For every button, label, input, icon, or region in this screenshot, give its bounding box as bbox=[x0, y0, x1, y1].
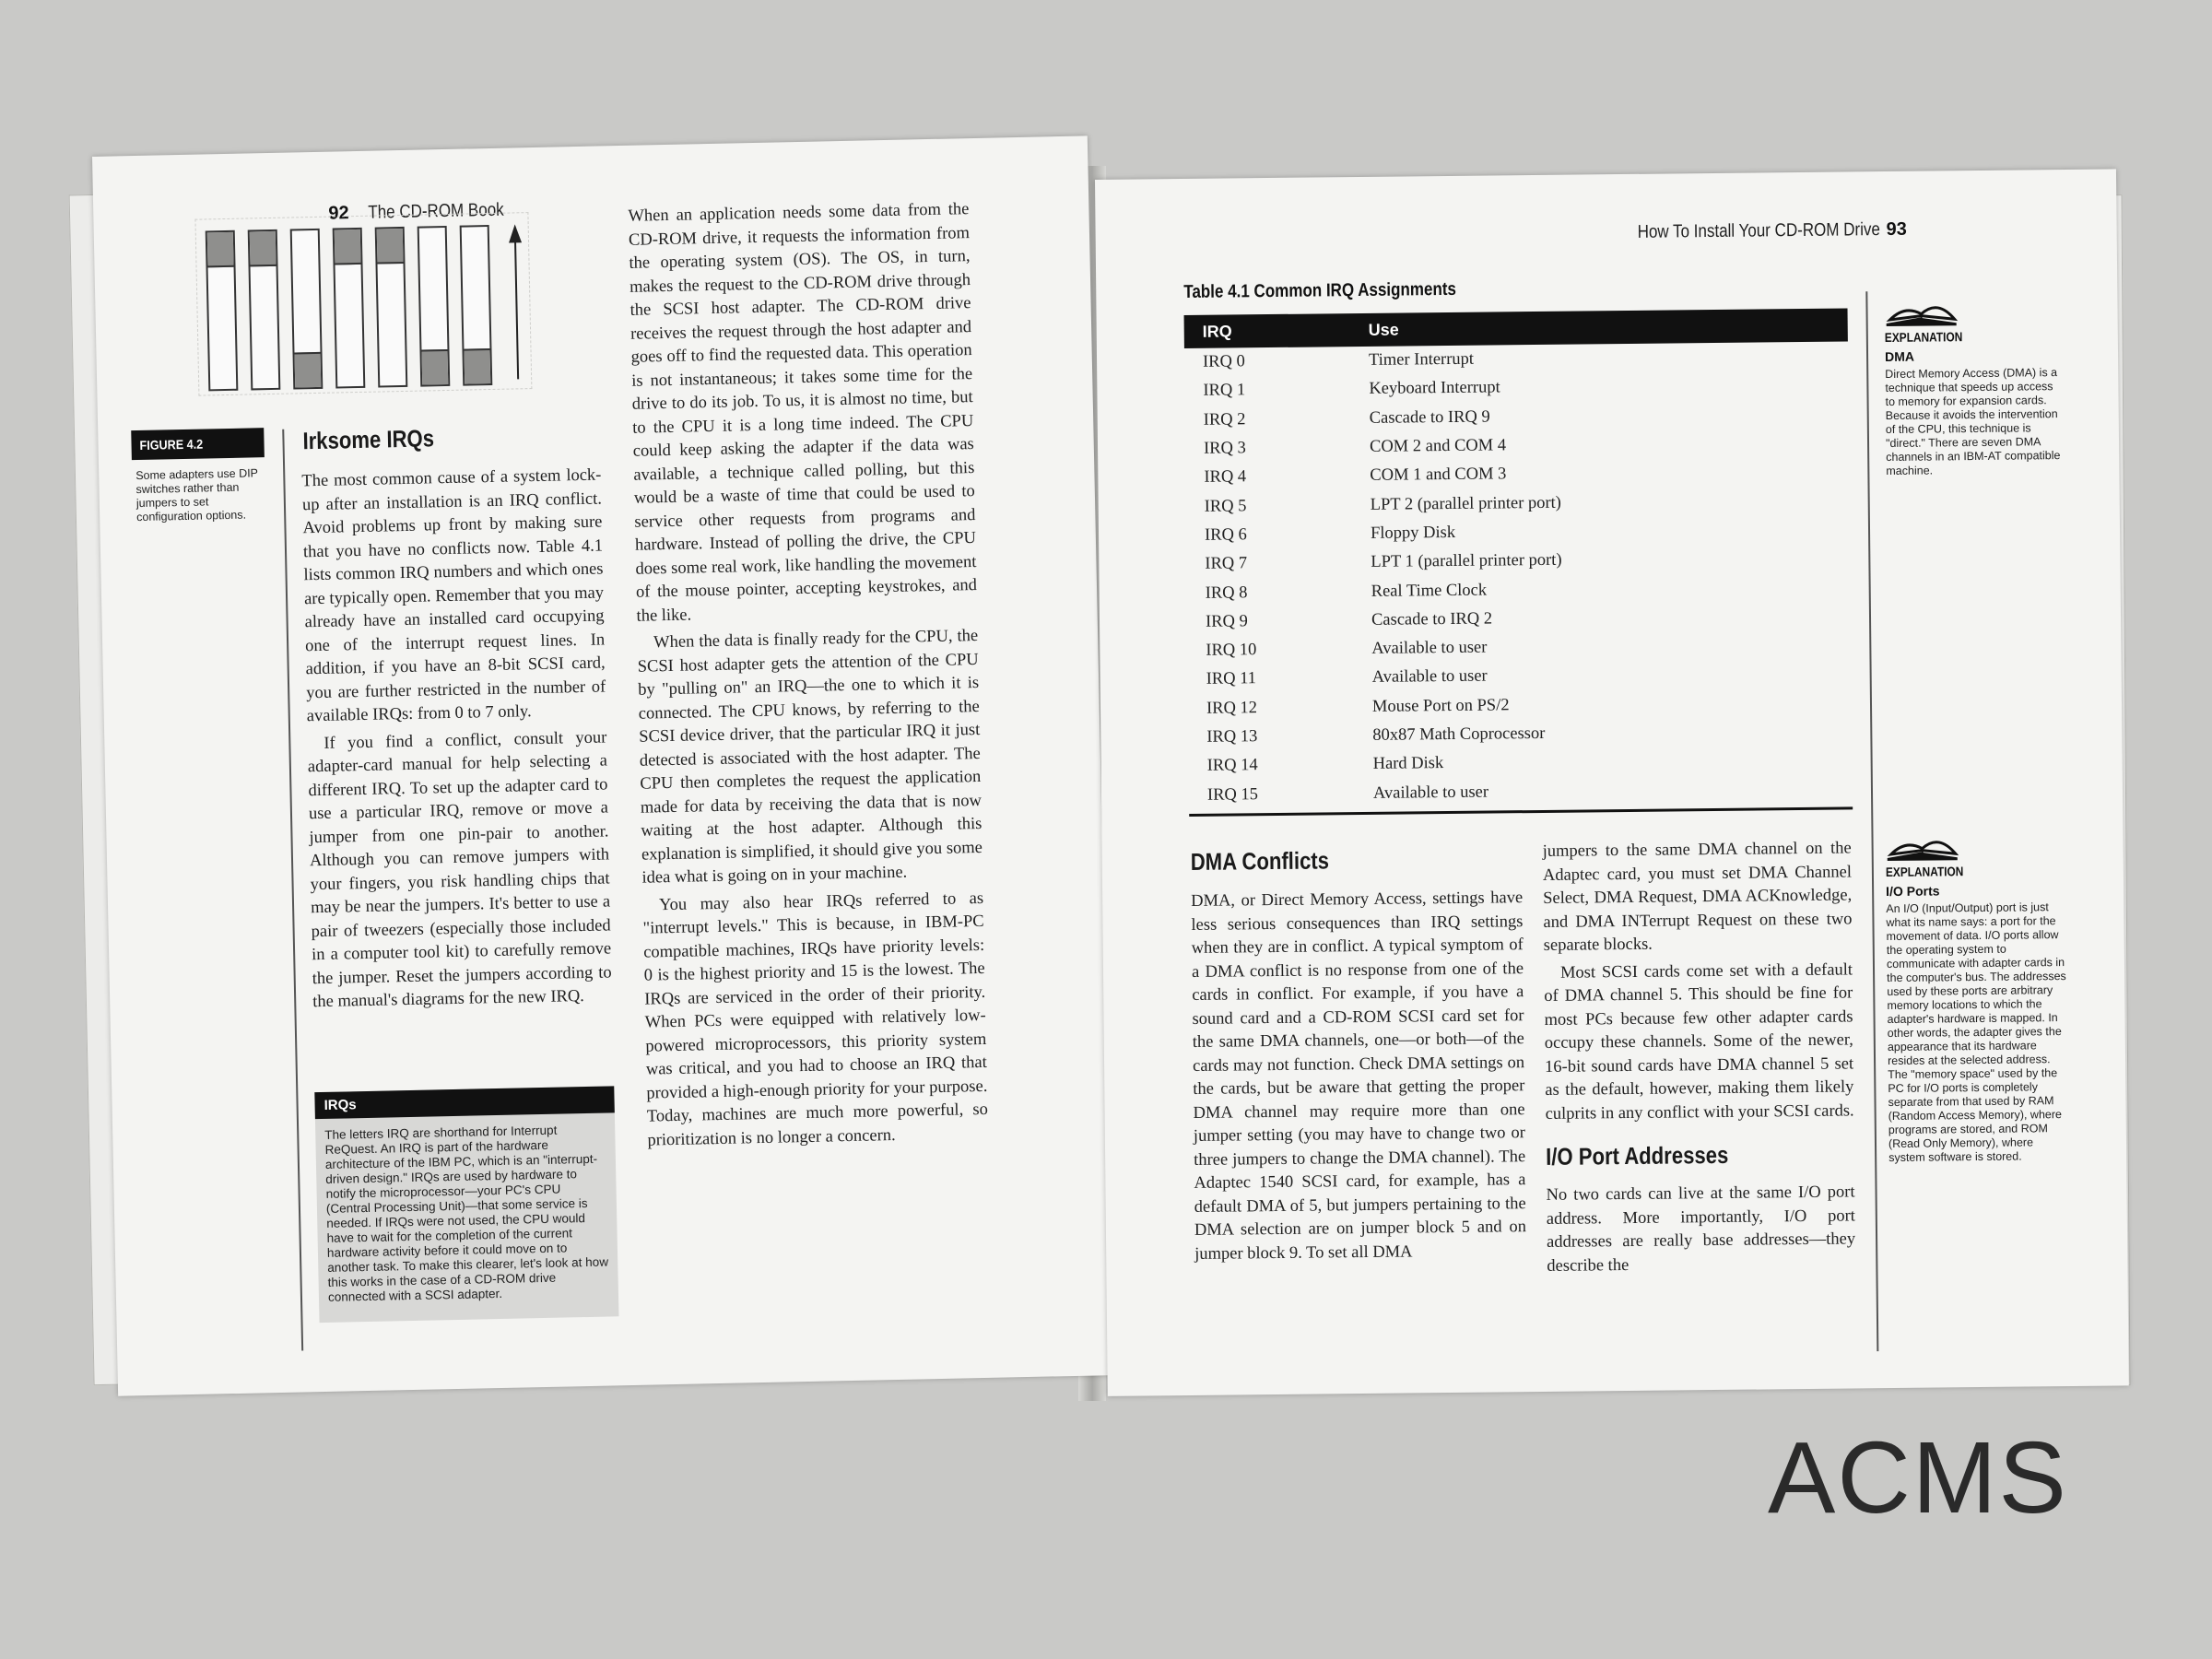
section-heading-irqs: Irksome IRQs bbox=[302, 424, 435, 455]
explanation-label-2: EXPLANATION bbox=[1885, 864, 1964, 880]
sidebar-title: IRQs bbox=[314, 1086, 615, 1119]
irq-cell: IRQ 10 bbox=[1206, 641, 1257, 660]
irq-cell: IRQ 3 bbox=[1203, 439, 1246, 458]
dip-switch-knob bbox=[464, 348, 490, 384]
dma-paragraph-1: DMA, or Direct Memory Access, settings have less serious consequences than IRQ settings when they are in conflict. A typical symptom of a DMA conflict is no response from one of the cards in conflict. For example, if you have a sound card and a CD-ROM SCSI card set for the same DMA channels, one—or both—of the cards may not function. Check DMA settings on the cards, but be aware that getting the proper DMA channel may require more than one jumper setting (you may have to change two or three jumpers to change the DMA channel). The Adaptec 1540 SCSI card, for example, has a default DMA of 5, but jumpers pertaining to the DMA selection are on jumper block 5 and on jumper block 9. To set all DMA bbox=[1191, 888, 1527, 1264]
irqs-sidebar bbox=[314, 1086, 618, 1323]
dip-switch-knob bbox=[294, 352, 321, 388]
dip-switch bbox=[460, 225, 493, 386]
use-cell: Hard Disk bbox=[1372, 754, 1444, 774]
use-cell: Floppy Disk bbox=[1370, 523, 1456, 543]
dma-paragraph-3: Most SCSI cards come set with a default of DMA channel 5. This should be fine for most PCs because few other adapter cards occupy these channels. Some of the newer, 16-bit sound cards have DMA channel 5 set as the default, however, making them likely culprits in any conflict with your SCSI cards. bbox=[1544, 959, 1854, 1124]
dma-paragraph-2: jumpers to the same DMA channel on the Adaptec card, you must set DMA Channel Select, DMA Request, DMA ACKnowledge, and DMA INTerrupt Request on these two separate blocks. bbox=[1542, 839, 1853, 955]
dma-text-col2 bbox=[1543, 837, 1854, 1129]
irq-cell: IRQ 2 bbox=[1203, 410, 1246, 429]
dip-switch-knob bbox=[207, 232, 234, 268]
dip-switch-knob bbox=[335, 229, 361, 265]
dma-heading: DMA Conflicts bbox=[1190, 846, 1330, 876]
table-title: Table 4.1 Common IRQ Assignments bbox=[1183, 278, 1457, 302]
up-arrow-head bbox=[509, 224, 522, 242]
use-cell: Mouse Port on PS/2 bbox=[1371, 696, 1510, 716]
irq-table bbox=[1184, 308, 1853, 816]
irq-cell: IRQ 11 bbox=[1206, 669, 1257, 689]
irq-cell: IRQ 12 bbox=[1206, 698, 1258, 718]
io-heading: I/O Port Addresses bbox=[1545, 1140, 1729, 1171]
explanation-text-dma: Direct Memory Access (DMA) is a technique that speeds up access to memory for expansion cards. Because it avoids the intervention of the CPU, this technique is "direct." There are seven DMA channels in an IBM-AT compatible machine. bbox=[1885, 366, 2061, 478]
dip-switch bbox=[248, 229, 281, 391]
table-row bbox=[1189, 774, 1853, 810]
irq-intro-text bbox=[301, 465, 612, 1018]
up-arrow-line bbox=[514, 241, 519, 379]
dip-switch bbox=[333, 228, 366, 389]
use-cell: Available to user bbox=[1371, 638, 1488, 658]
column-rule-right bbox=[1865, 291, 1878, 1351]
irq-cell: IRQ 14 bbox=[1206, 756, 1258, 776]
acms-watermark: ACMS bbox=[1768, 1421, 2068, 1535]
use-cell: Real Time Clock bbox=[1371, 581, 1488, 601]
explanation-label-1: EXPLANATION bbox=[1884, 329, 1963, 346]
sidebar-text: The letters IRQ are shorthand for Interrupt ReQuest. An IRQ is part of the hardware architecture of the IBM PC, which is an "interrupt-driven design." IRQs are used by hardware to notify the microprocessor—your PC's CPU (Central Processing Unit)—that some service is needed. If IRQs were not used, the CPU would have to wait for the completion of the current hardware activity before it could move on to another task. To make this clearer, let's look at how this works in the case of a CD-ROM drive connected with a SCSI adapter. bbox=[324, 1123, 609, 1304]
dip-switch bbox=[375, 227, 408, 388]
polling-paragraph-1: When an application needs some data from the CD-ROM drive, it requests the information from the operating system (OS). The OS, in turn, makes the request to the CD-ROM drive through the SCSI host adapter. The CD-ROM drive receives the request through the host adapter and goes off to find the requested data. This operation is not instantaneous; it takes some time for the drive to do its job. To us, it is almost no time, but to the CPU it is a long time indeed. The CPU could keep asking the adapter if the data was available, a technique called polling, but this would be a waste of time that could be used to service other requests from programs and hardware. Instead of polling the drive, the CPU does some real work, like handling the movement of the mouse pointer, accepting keystrokes, and the like. bbox=[628, 200, 978, 626]
table-header-irq: IRQ bbox=[1202, 321, 1232, 341]
dip-switch-figure bbox=[194, 212, 532, 396]
column-rule-left bbox=[282, 429, 303, 1351]
irq-cell: IRQ 1 bbox=[1203, 381, 1246, 401]
use-cell: LPT 2 (parallel printer port) bbox=[1370, 493, 1562, 514]
dip-switch-knob bbox=[377, 229, 404, 265]
irq-cell: IRQ 4 bbox=[1204, 467, 1247, 488]
left-page bbox=[92, 135, 1113, 1395]
figure-caption: Some adapters use DIP switches rather than jumpers to set configuration options. bbox=[135, 466, 258, 524]
polling-paragraph-3: You may also hear IRQs referred to as "interrupt levels." This is because, in IBM-PC compatible machines, IRQs have priority levels: 0 is the highest priority and 15 is the lowest. The IRQs are serviced in the order of their priority. When PCs were equipped with relatively low-powered microprocessors, this priority system was critical, and you had to choose an IRQ that provided a high-enough priority for your purpose. Today, machines are much more powerful, so prioritization is no longer a concern. bbox=[642, 888, 989, 1150]
page-number-right: 93 bbox=[1886, 218, 1907, 241]
table-header-use: Use bbox=[1368, 320, 1399, 339]
figure-label: FIGURE 4.2 bbox=[131, 428, 265, 460]
irq-paragraph-2: If you find a conflict, consult your adapter-card manual for help selecting a different IRQ. To set up the adapter card to use a particular IRQ, remove or move a jumper from one pin-pair to another. Although you can remove jumpers with your fingers, you risk handling chips that may be near the jumpers. It's better to use a pair of tweezers (especially those included in a computer tool kit) to carefully remove the jumper. Reset the jumpers according to the manual's diagrams for the new IRQ. bbox=[307, 727, 612, 1012]
io-paragraph: No two cards can live at the same I/O port address. More importantly, I/O port addresses are really base addresses—they describe the bbox=[1546, 1182, 1856, 1276]
irq-cell: IRQ 15 bbox=[1206, 784, 1259, 805]
irq-cell: IRQ 5 bbox=[1204, 496, 1247, 516]
running-head-right: How To Install Your CD-ROM Drive bbox=[1637, 219, 1881, 242]
irq-cell: IRQ 7 bbox=[1205, 554, 1248, 573]
polling-paragraph-2: When the data is finally ready for the CPU, the SCSI host adapter gets the attention of the CPU by "pulling on" an IRQ—the one to which it is connected. The CPU knows, by referring to the SCSI device driver, that the particular IRQ it just detected is associated with the host adapter. The CPU then completes the request the application made for data by receiving the data that is now waiting at the host adapter. Although this explanation is simplified, it should give you some idea what is going on in your machine. bbox=[637, 626, 983, 888]
use-cell: COM 2 and COM 4 bbox=[1369, 436, 1507, 456]
irq-cell: IRQ 13 bbox=[1206, 727, 1258, 747]
irq-paragraph-1: The most common cause of a system lock-up after an installation is an IRQ conflict. Avoid problems up front by making sure that you have no conflicts now. Table 4.1 lists common IRQ numbers and which ones are typically open. Remember that you may already have an installed card occupying one of the interrupt request lines. In addition, if you have an 8-bit SCSI card, you are further restricted in the number of available IRQs: from 0 to 7 only. bbox=[301, 465, 606, 726]
use-cell: COM 1 and COM 3 bbox=[1370, 465, 1507, 486]
use-cell: 80x87 Math Coprocessor bbox=[1372, 724, 1546, 745]
use-cell: Keyboard Interrupt bbox=[1369, 378, 1500, 399]
irq-cell: IRQ 9 bbox=[1205, 612, 1248, 631]
use-cell: Cascade to IRQ 2 bbox=[1371, 609, 1493, 629]
dip-switch bbox=[290, 229, 324, 390]
use-cell: Cascade to IRQ 9 bbox=[1369, 407, 1490, 428]
open-book-icon-2 bbox=[1885, 830, 1959, 862]
dip-switch bbox=[206, 230, 239, 392]
use-cell: Available to user bbox=[1372, 782, 1489, 803]
right-page bbox=[1095, 169, 2129, 1396]
dip-switch-knob bbox=[421, 349, 448, 385]
dma-text-col1 bbox=[1191, 887, 1526, 1270]
running-head-left: The CD-ROM Book bbox=[368, 199, 504, 223]
irq-cell: IRQ 8 bbox=[1205, 582, 1248, 603]
explanation-title-io: I/O Ports bbox=[1886, 883, 1940, 900]
io-text bbox=[1546, 1181, 1855, 1282]
use-cell: LPT 1 (parallel printer port) bbox=[1371, 550, 1562, 572]
irq-cell: IRQ 0 bbox=[1202, 352, 1245, 371]
table-body bbox=[1184, 341, 1853, 809]
dip-switch-knob bbox=[250, 231, 276, 267]
irq-cell: IRQ 6 bbox=[1204, 525, 1247, 545]
page-number-left: 92 bbox=[328, 203, 349, 224]
use-cell: Timer Interrupt bbox=[1368, 349, 1475, 371]
use-cell: Available to user bbox=[1371, 666, 1488, 688]
open-book-icon bbox=[1884, 295, 1958, 327]
dip-switch bbox=[418, 226, 451, 387]
explanation-title-dma: DMA bbox=[1884, 348, 1915, 365]
polling-explanation-text bbox=[628, 198, 989, 1157]
explanation-text-io: An I/O (Input/Output) port is just what its name says: a port for the movement of data. I/O ports allow the operating system to communicate with adapter cards in the computer's bus. The addresses used by these ports are arbitrary memory locations to which the adapter's hardware is mapped. In other words, the adapter gives the appearance that its hardware resides at the selected address. The "memory space" used by the PC for I/O ports is completely separate from that used by RAM (Random Access Memory), where programs are stored, and ROM (Read Only Memory), where system software is stored. bbox=[1886, 900, 2066, 1165]
